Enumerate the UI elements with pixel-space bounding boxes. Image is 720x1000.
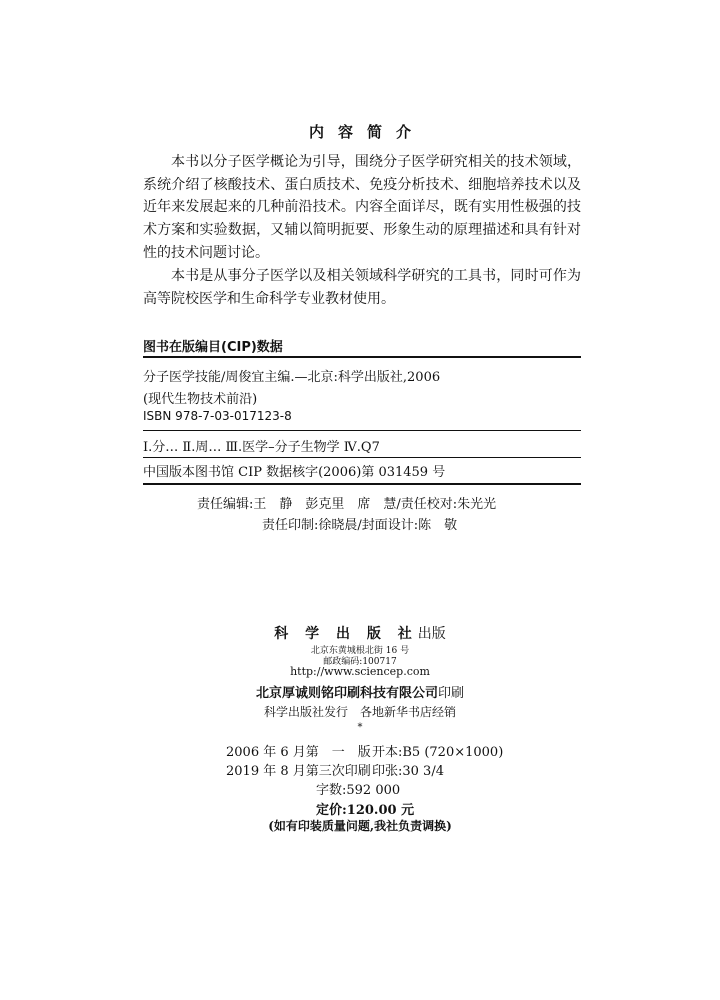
credits-line-2: 责任印制:徐晓晨/封面设计:陈 敬 bbox=[262, 518, 458, 533]
publisher-name: 科 学 出 版 社 bbox=[274, 626, 418, 642]
printed-sheets: 印张:30 3/4 bbox=[372, 764, 444, 779]
price: 定价:120.00 元 bbox=[316, 803, 415, 818]
printer-line bbox=[0, 682, 720, 701]
cip-header: 图书在版编目(CIP)数据 bbox=[143, 340, 283, 355]
publisher-suffix: 出版 bbox=[417, 626, 446, 642]
cip-classification: Ⅰ.分… Ⅱ.周… Ⅲ.医学–分子生物学 Ⅳ.Q7 bbox=[143, 440, 380, 455]
first-edition: 2006 年 6 月第 一 版 bbox=[226, 745, 371, 760]
publisher-postcode: 邮政编码:100717 bbox=[323, 657, 397, 667]
cip-bottom-rule bbox=[143, 483, 581, 485]
credits-line-1: 责任编辑:王 静 彭克里 席 慧/责任校对:朱光光 bbox=[197, 497, 497, 512]
distribution-line: 科学出版社发行 各地新华书店经销 bbox=[263, 705, 456, 719]
publisher-line bbox=[0, 623, 720, 643]
separator-star: * bbox=[357, 722, 363, 733]
publisher-website: http://www.sciencep.com bbox=[290, 665, 430, 678]
cip-top-rule bbox=[143, 356, 581, 358]
cip-series: (现代生物技术前沿) bbox=[143, 392, 258, 407]
cip-isbn: ISBN 978-7-03-017123-8 bbox=[143, 409, 292, 423]
quality-notice: (如有印装质量问题,我社负责调换) bbox=[268, 819, 452, 833]
printer-name: 北京厚诚则铭印刷科技有限公司 bbox=[255, 686, 438, 701]
third-printing: 2019 年 8 月第三次印刷 bbox=[226, 764, 371, 779]
printer-suffix: 印刷 bbox=[438, 686, 465, 701]
publisher-address: 北京东黄城根北街 16 号 bbox=[310, 646, 410, 656]
cip-title-line: 分子医学技能/周俊宜主编.—北京:科学出版社,2006 bbox=[143, 370, 441, 385]
cip-rule-2 bbox=[143, 457, 581, 458]
intro-paragraph-1: 本书以分子医学概论为引导，围绕分子医学研究相关的技术领域，系统介绍了核酸技术、蛋白质技术、免疫分析技术、细胞培养技术以及近年来发展起来的几种前沿技术。内容全面详尽，既有实用性极强的技术方案和实验数据，又辅以简明扼要、形象生动的原理描述和具有针对性的技术问题讨论。 bbox=[143, 154, 581, 261]
word-count: 字数:592 000 bbox=[316, 783, 401, 798]
cip-rule-1 bbox=[143, 430, 581, 431]
intro-paragraph-2: 本书是从事分子医学以及相关领域科学研究的工具书，同时可作为高等院校医学和生命科学专业教材使用。 bbox=[143, 268, 581, 307]
cip-library-record: 中国版本图书馆 CIP 数据核字(2006)第 031459 号 bbox=[143, 465, 446, 480]
book-format: 开本:B5 (720×1000) bbox=[372, 745, 504, 760]
content-summary-title: 内容简介 bbox=[308, 123, 425, 141]
